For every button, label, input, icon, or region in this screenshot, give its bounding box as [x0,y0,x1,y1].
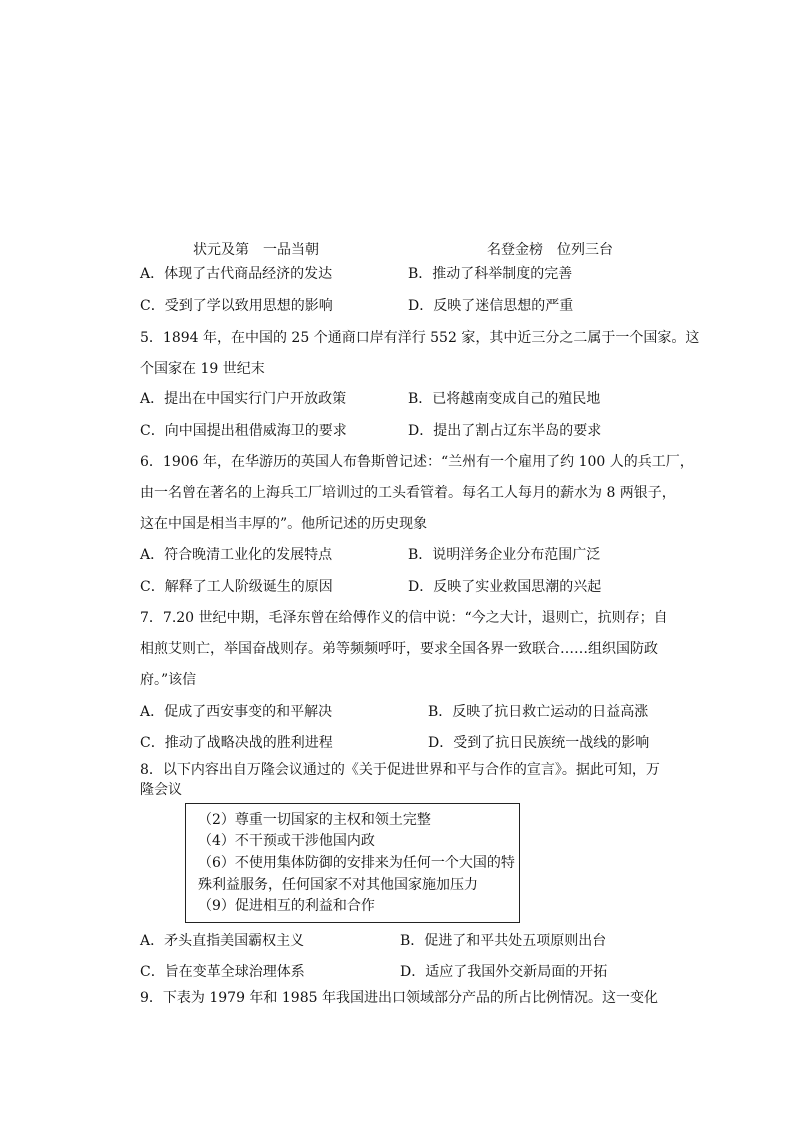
q7-option-a: A．促成了西安事变的和平解决 [140,704,333,720]
q6-option-b: B．说明洋务企业分布范围广泛 [408,547,601,563]
q4-option-d: D．反映了迷信思想的严重 [408,298,574,314]
q8-box-item6-line2: 殊利益服务，任何国家不对其他国家施加压力 [198,877,478,893]
q4-caption-right: 名登金榜 位列三台 [487,242,613,258]
q7-option-d: D．受到了抗日民族统一战线的影响 [428,735,650,751]
q6-option-c: C．解释了工人阶级诞生的原因 [140,579,333,595]
q5-stem-line2: 个国家在 19 世纪末 [140,361,265,377]
q4-option-c: C．受到了学以致用思想的影响 [140,298,333,314]
q8-quote-box [185,803,520,923]
q7-option-c: C．推动了战略决战的胜利进程 [140,735,333,751]
q5-option-a: A．提出在中国实行门户开放政策 [140,391,347,407]
q9-stem-line1: 9．下表为 1979 年和 1985 年我国进出口领域部分产品的所占比例情况。这一变化 [140,990,658,1006]
q7-stem-line3: 府。”该信 [140,672,197,688]
q6-option-a: A．符合晚清工业化的发展特点 [140,547,333,563]
q8-box-item9: （9）促进相互的利益和合作 [198,898,375,914]
q8-box-item4: （4）不干预或干涉他国内政 [198,833,375,849]
q8-stem-line2: 隆会议 [140,782,182,798]
q8-box-item6-line1: （6）不使用集体防御的安排来为任何一个大国的特 [198,855,515,871]
q5-stem-line1: 5．1894 年，在中国的 25 个通商口岸有洋行 552 家，其中近三分之二属于一个国家。这 [140,330,700,346]
q8-option-c: C．旨在变革全球治理体系 [140,964,305,980]
q5-option-c: C．向中国提出租借威海卫的要求 [140,423,347,439]
q7-stem-line2: 相煎艾则亡，举国奋战则存。弟等频频呼吁，要求全国各界一致联合……组织国防政 [140,641,658,657]
q8-option-b: B．促进了和平共处五项原则出台 [400,933,607,949]
q6-stem-line1: 6．1906 年，在华游历的英国人布鲁斯曾记述：“兰州有一个雇用了约 100 人的兵工厂， [140,454,694,470]
q5-option-b: B．已将越南变成自己的殖民地 [408,391,601,407]
q7-option-b: B．反映了抗日救亡运动的日益高涨 [428,704,649,720]
q4-option-a: A．体现了古代商品经济的发达 [140,266,333,282]
q4-caption-left: 状元及第 一品当朝 [193,242,319,258]
q6-stem-line3: 这在中国是相当丰厚的”。他所记述的历史现象 [140,516,428,532]
q8-option-d: D．适应了我国外交新局面的开拓 [400,964,608,980]
q8-stem-line1: 8．以下内容出自万隆会议通过的《关于促进世界和平与合作的宣言》。据此可知，万 [140,762,660,778]
q6-option-d: D．反映了实业救国思潮的兴起 [408,579,602,595]
q5-option-d: D．提出了割占辽东半岛的要求 [408,423,602,439]
q4-option-b: B．推动了科举制度的完善 [408,266,573,282]
q7-stem-line1: 7．7.20 世纪中期，毛泽东曾在给傅作义的信中说：“今之大计，退则亡，抗则存；自 [140,610,668,626]
q8-option-a: A．矛头直指美国霸权主义 [140,933,305,949]
q8-box-item2: （2）尊重一切国家的主权和领土完整 [198,812,431,828]
q6-stem-line2: 由一名曾在著名的上海兵工厂培训过的工头看管着。每名工人每月的薪水为 8 两银子， [140,485,676,501]
